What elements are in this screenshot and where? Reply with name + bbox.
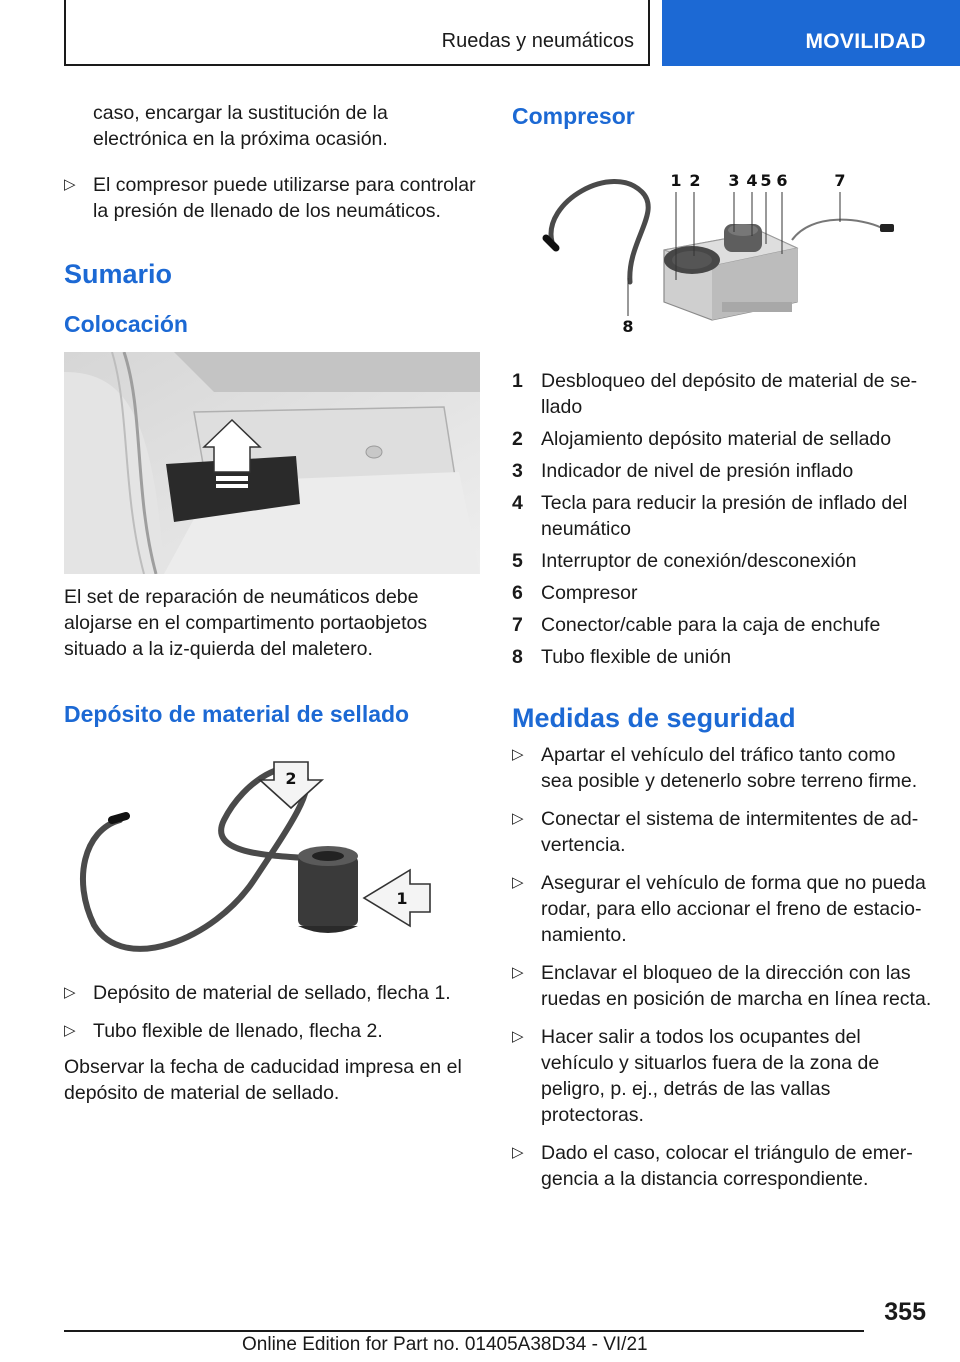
bullet-text: Tubo flexible de llenado, flecha 2. xyxy=(93,1020,383,1042)
list-item: 5 Interruptor de conexión/desconexión xyxy=(512,550,857,572)
list-item: 3 Indicador de nivel de presión inflado xyxy=(512,460,854,482)
heading-colocacion: Colocación xyxy=(64,311,188,337)
bullet-item xyxy=(512,960,932,1012)
compressor-figure xyxy=(512,152,928,348)
figure-label: 5 xyxy=(760,171,772,190)
bullet-text: Depósito de material de sellado, flecha 1. xyxy=(93,982,451,1004)
bullet-text: Dado el caso, colocar el triángulo de emer-gencia a la distancia correspondiente. xyxy=(541,1142,913,1190)
bullet-item xyxy=(64,172,482,224)
figure-label: 2 xyxy=(285,769,297,788)
figure-label: 7 xyxy=(834,171,846,190)
bullet-item xyxy=(512,1024,932,1128)
triangle-right-icon: ▷ xyxy=(512,874,524,891)
list-item: 7 Conector/cable para la caja de enchufe xyxy=(512,614,881,636)
figure-label: 3 xyxy=(728,171,740,190)
figure-label: 6 xyxy=(776,171,788,190)
bullet-text: Asegurar el vehículo de forma que no pueda rodar, para ello accionar el freno de estacio-namiento. xyxy=(541,872,926,946)
heading-seguridad: Medidas de seguridad xyxy=(512,703,796,733)
triangle-right-icon: ▷ xyxy=(64,984,76,1001)
bullet-item xyxy=(512,870,932,948)
bullet-text: Conectar el sistema de intermitentes de ad-vertencia. xyxy=(541,808,919,856)
triangle-right-icon: ▷ xyxy=(512,1028,524,1045)
triangle-right-icon: ▷ xyxy=(512,810,524,827)
chapter-tab-label: MOVILIDAD xyxy=(805,30,926,53)
bullet-text: Enclavar el bloqueo de la dirección con las ruedas en posición de marcha en línea recta. xyxy=(541,962,932,1010)
list-item: 1 Desbloqueo del depósito de material de se-llado xyxy=(512,370,918,418)
footer-edition: Online Edition for Part no. 01405A38D34 - VI/21 xyxy=(242,1334,648,1355)
triangle-right-icon: ▷ xyxy=(64,1022,76,1039)
bullet-item xyxy=(512,806,932,858)
compressor-parts-list xyxy=(512,368,932,670)
figure-label: 4 xyxy=(746,171,758,190)
triangle-right-icon: ▷ xyxy=(512,964,524,981)
chapter-tab[interactable] xyxy=(662,0,960,66)
figure-label: 1 xyxy=(670,171,682,190)
deposito-note: Observar la fecha de caducidad impresa en el depósito de material de sellado. xyxy=(64,1056,462,1104)
right-column xyxy=(512,100,932,1192)
heading-sumario: Sumario xyxy=(64,259,173,289)
figure-label: 2 xyxy=(689,171,701,190)
sealant-container-figure xyxy=(64,750,480,962)
list-item: 8 Tubo flexible de unión xyxy=(512,646,732,668)
bullet-text: Hacer salir a todos los ocupantes del vehículo y situarlos fuera de la zona de peligro, p. ej., detrás de las vallas protectoras. xyxy=(541,1026,880,1126)
colocacion-text: El set de reparación de neumáticos debe alojarse en el compartimento portaobjetos situado a la iz-quierda del maletero. xyxy=(64,586,428,660)
figure-label: 8 xyxy=(622,317,634,336)
heading-compresor: Compresor xyxy=(512,103,635,129)
triangle-right-icon: ▷ xyxy=(512,1144,524,1161)
triangle-right-icon: ▷ xyxy=(64,176,76,193)
left-column xyxy=(64,100,482,1106)
page-number: 355 xyxy=(884,1298,926,1326)
header-section-box xyxy=(64,0,650,66)
continued-paragraph: caso, encargar la sustitución de la electrónica en la próxima ocasión. xyxy=(93,102,388,150)
bullet-text: Apartar el vehículo del tráfico tanto como sea posible y detenerlo sobre terreno firme. xyxy=(541,744,918,792)
trunk-storage-figure xyxy=(64,352,480,574)
section-title: Ruedas y neumáticos xyxy=(441,30,634,52)
bullet-item xyxy=(64,1018,482,1044)
bullet-text: El compresor puede utilizarse para controlar la presión de llenado de los neumáticos. xyxy=(93,174,476,222)
footer-divider xyxy=(64,1330,864,1332)
bullet-item xyxy=(512,1140,932,1192)
figure-label: 1 xyxy=(396,889,408,908)
heading-deposito: Depósito de material de sellado xyxy=(64,701,410,727)
list-item: 2 Alojamiento depósito material de sellado xyxy=(512,428,892,450)
list-item: 6 Compresor xyxy=(512,582,638,604)
bullet-item xyxy=(512,742,932,794)
list-item: 4 Tecla para reducir la presión de inflado del neumático xyxy=(512,492,908,540)
bullet-item xyxy=(64,980,482,1006)
triangle-right-icon: ▷ xyxy=(512,746,524,763)
